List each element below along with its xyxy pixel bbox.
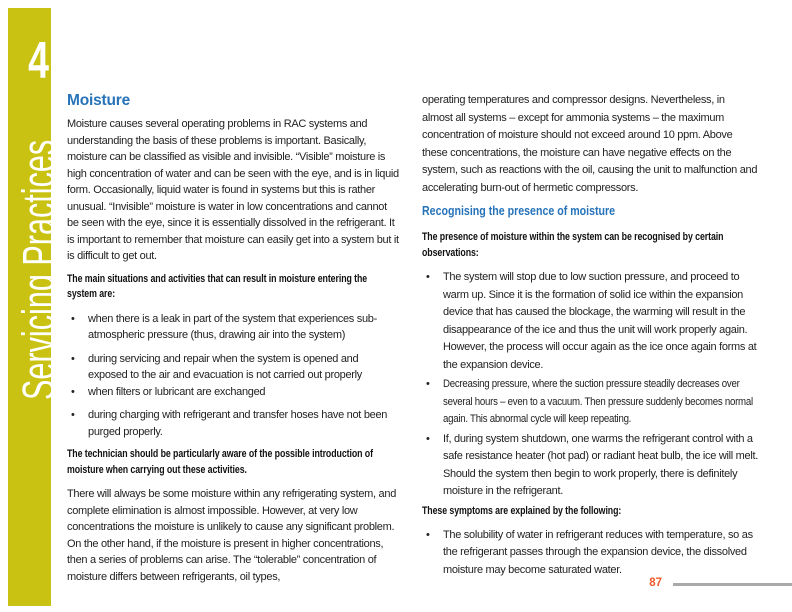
bullet-item bbox=[422, 527, 758, 580]
paragraph-moisture-tolerance: There will always be some moisture within any refrigerating system, and complete elimination is almost impossible. However, at very low concentrations the moisture is unlikely to cause any significant problem. On the other hand, if the moisture is present in higher concentrations, then a series of problems can arise. The “tolerable” concentration of moisture differs between refrigerants, oil types, bbox=[67, 488, 397, 583]
bullet-text: during charging with refrigerant and transfer hoses have not been purged properly. bbox=[88, 409, 388, 438]
bullet-dot: • bbox=[426, 271, 430, 283]
bullet-item bbox=[67, 351, 399, 384]
bullet-item bbox=[67, 311, 399, 344]
paragraph-moisture-intro: Moisture causes several operating problems in RAC systems and understanding the basis of these problems is important. Basically, moisture can be classified as visible and invisible. “Visible” moisture is high concentration of water and can be seen with the eye, and is in liquid form. Occasionally, liquid water is found in systems but this is rather unusual. “Invisible” moisture is water in low concentrations and cannot be seen with the eye, since it is essentially dissolved in the refrigerant. It is important to remember that moisture can easily get into a system but it is difficult to get out. bbox=[67, 118, 399, 262]
footer-rule bbox=[673, 583, 792, 586]
bullet-dot: • bbox=[71, 385, 75, 398]
bullet-item bbox=[67, 384, 399, 401]
bullet-dot: • bbox=[426, 432, 430, 445]
right-column bbox=[422, 92, 758, 581]
bullet-item bbox=[422, 269, 758, 374]
subhead-presence-observations: The presence of moisture within the system can be recognised by certain observations: bbox=[422, 231, 724, 259]
subhead-symptoms-explained: These symptoms are explained by the following: bbox=[422, 504, 622, 517]
bullet-item bbox=[422, 376, 758, 429]
left-column bbox=[67, 92, 399, 592]
bullet-item bbox=[67, 407, 399, 440]
bullet-dot: • bbox=[426, 528, 430, 541]
bullet-item bbox=[422, 431, 758, 501]
chapter-sidebar bbox=[8, 8, 64, 606]
bullet-dot: • bbox=[71, 312, 75, 325]
page-number: 87 bbox=[649, 577, 662, 589]
subhead-technician-aware: The technician should be particularly aware of the possible introduction of moisture when carrying out these activities. bbox=[67, 448, 373, 476]
bullet-text: during servicing and repair when the system is opened and exposed to the air and evacuation is not carried out properly bbox=[88, 352, 362, 381]
chapter-number: 4 bbox=[28, 32, 49, 90]
paragraph-concentration: operating temperatures and compressor designs. Nevertheless, in almost all systems – except for ammonia systems – the maximum concentration of moisture should not exceed around 10 ppm. Above these concentrations, the moisture can have negative effects on the system, such as reactions with the oil, causing the unit to malfunction and accelerating burn-out of hermetic compressors. bbox=[422, 94, 758, 194]
bullet-dot: • bbox=[426, 378, 430, 390]
bullet-text: when there is a leak in part of the system that experiences sub-atmospheric pressure (thus, drawing air into the system) bbox=[88, 312, 377, 341]
bullet-text: The solubility of water in refrigerant reduces with temperature, so as the refrigerant passes through the expansion device, the dissolved moisture may become saturated water. bbox=[443, 528, 753, 576]
bullet-dot: • bbox=[71, 352, 75, 365]
bullet-dot: • bbox=[71, 409, 75, 421]
bullet-text: when filters or lubricant are exchanged bbox=[88, 385, 266, 398]
bullet-text: If, during system shutdown, one warms the refrigerant control with a safe resistance heater (hot pad) or radiant heat bulb, the ice will melt. Should the system then begin to work properly, there is definitely moisture in the refrigerant. bbox=[443, 432, 759, 497]
page-title: Moisture bbox=[67, 92, 130, 109]
bullet-text: Decreasing pressure, where the suction pressure steadily decreases over several hours – even to a vacuum. Then pressure suddenly becomes normal again. This abnormal cycle will keep repeating. bbox=[443, 378, 753, 425]
section-heading-recognising: Recognising the presence of moisture bbox=[422, 204, 616, 218]
chapter-title-vertical: Servicing Practices bbox=[13, 139, 64, 400]
bullet-text: The system will stop due to low suction pressure, and proceed to warm up. Since it is the formation of solid ice within the expansion device that has caused the blockage, the warming will result in the disappearance of the ice and thus the unit will work properly again. However, the process will occur again as the ice once again forms at the expansion device. bbox=[443, 271, 757, 371]
subhead-main-situations: The main situations and activities that can result in moisture entering the system are: bbox=[67, 272, 368, 300]
